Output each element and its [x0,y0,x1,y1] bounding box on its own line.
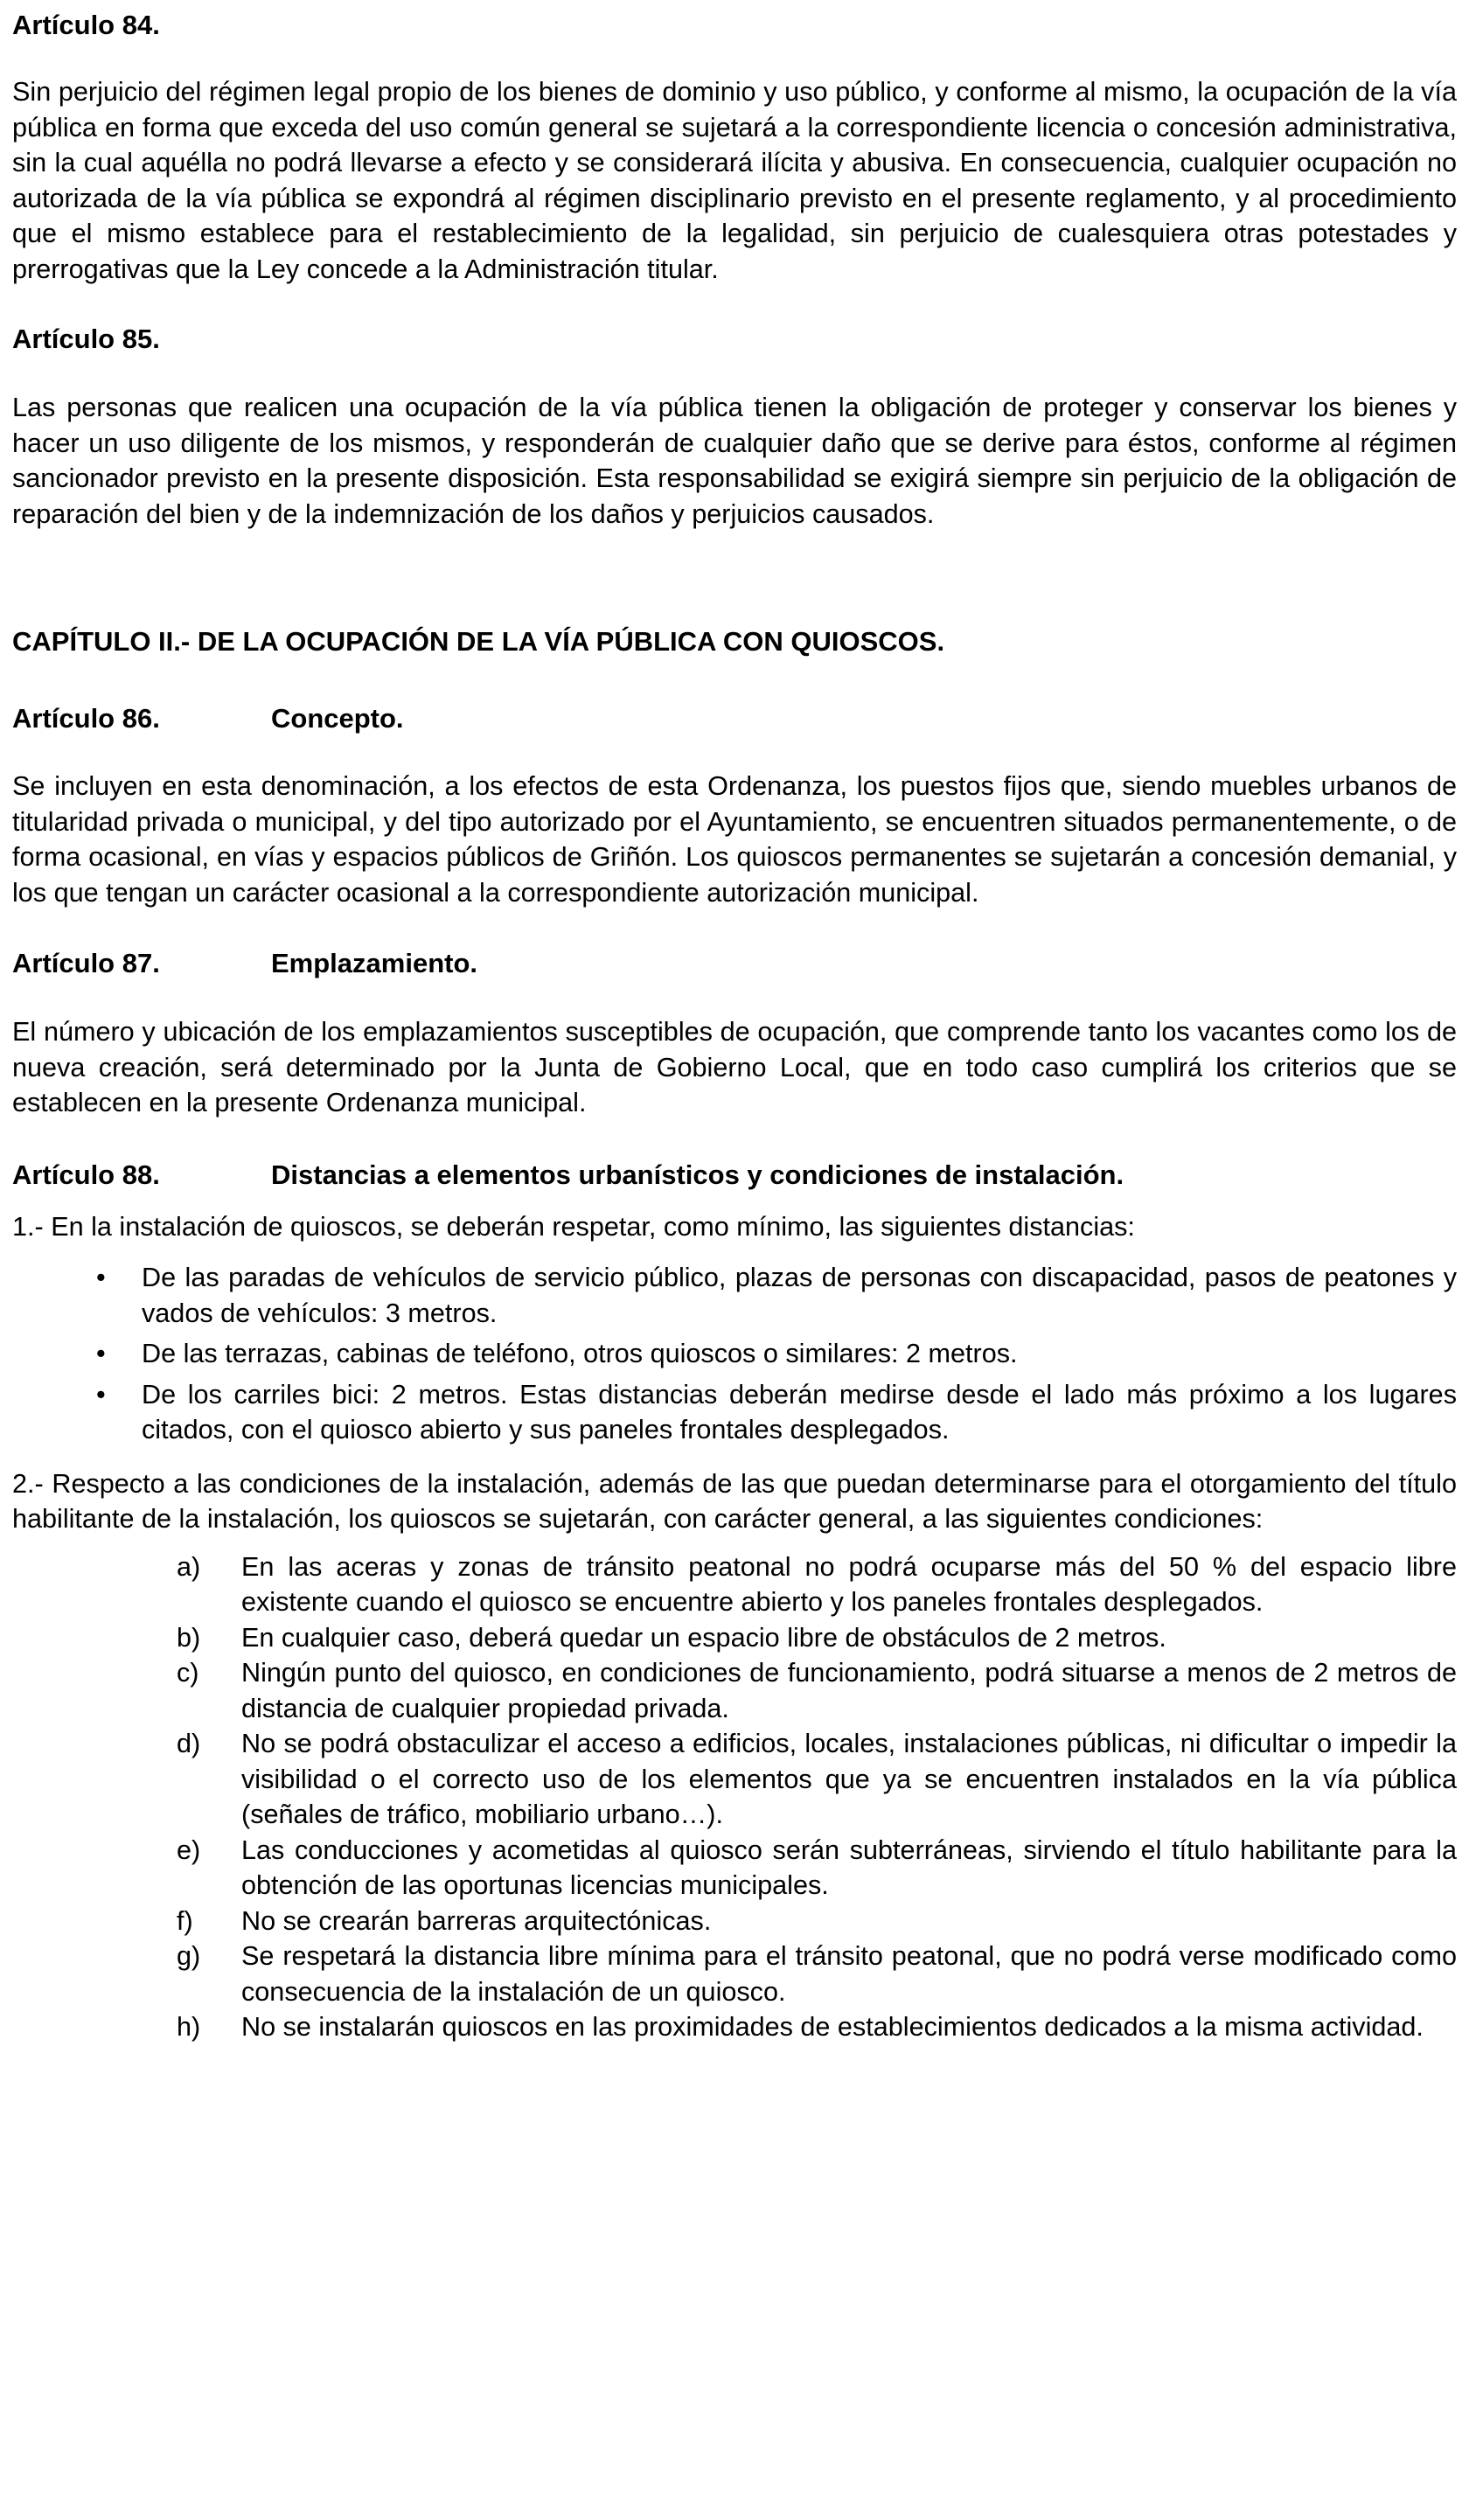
list-item-text: En cualquier caso, deberá quedar un espacio libre de obstáculos de 2 metros. [241,1622,1166,1653]
list-item-text: Las conducciones y acometidas al quiosco serán subterráneas, sirviendo el título habilitante para la obtención de las oportunas licencias municipales. [241,1834,1457,1900]
article-88-title: Distancias a elementos urbanísticos y condiciones de instalación. [271,1159,1124,1190]
list-item [12,1260,1457,1331]
list-item-letter: c) [177,1658,199,1688]
list-item-text: En las aceras y zonas de tránsito peatonal no podrá ocuparse más del 50 % del espacio libre existente cuando el quiosco se encuentre abierto y los paneles frontales desplegados. [241,1551,1457,1617]
list-item [12,1549,1457,1620]
article-88-intro-1: 1.- En la instalación de quioscos, se deberán respetar, como mínimo, las siguientes distancias: [12,1211,1135,1242]
list-item-text: Ningún punto del quiosco, en condiciones de funcionamiento, podrá situarse a menos de 2 metros de distancia de cualquier propiedad privada. [241,1658,1457,1723]
list-item-text: De las terrazas, cabinas de teléfono, otros quioscos o similares: 2 metros. [142,1339,1018,1368]
list-item [12,1620,1457,1656]
bullet-icon: • [96,1263,106,1292]
list-item [12,1904,1457,1939]
conditions-list [12,1549,1457,2045]
article-87-heading [12,947,1457,980]
article-86-heading [12,702,1457,735]
article-87-number: Artículo 87. [12,948,160,978]
list-item-text: Se respetará la distancia libre mínima para el tránsito peatonal, que no podrá verse modificado como consecuencia de la instalación de un quiosco. [241,1941,1457,2007]
list-item-letter: g) [177,1941,201,1971]
list-item-text: De las paradas de vehículos de servicio público, plazas de personas con discapacidad, pasos de peatones y vados de vehículos: 3 metros. [142,1263,1457,1328]
article-85-heading: Artículo 85. [12,324,160,354]
list-item-letter: d) [177,1729,201,1758]
article-86-title: Concepto. [271,703,404,734]
list-item-text: No se instalarán quioscos en las proximidades de establecimientos dedicados a la misma actividad. [241,2012,1424,2042]
article-88-intro-2: 2.- Respecto a las condiciones de la instalación, además de las que puedan determinarse para el otorgamiento del título habilitante de la instalación, los quioscos se sujetarán, con carácter general, a las siguientes condiciones: [12,1468,1457,1534]
list-item [12,1377,1457,1448]
list-item-letter: b) [177,1622,201,1653]
list-item-text: No se podrá obstaculizar el acceso a edificios, locales, instalaciones públicas, ni dificultar o impedir la visibilidad o el correcto uso de los elementos que ya se encuentren instalados en la vía pública (señales de tráfico, mobiliario urbano…). [241,1729,1457,1829]
article-84-body: Sin perjuicio del régimen legal propio de los bienes de dominio y uso público, y conforme al mismo, la ocupación de la vía pública en forma que exceda del uso común general se sujetará a la correspondiente licencia o concesión administrativa, sin la cual aquélla no podrá llevarse a efecto y se considerará ilícita y abusiva. En consecuencia, cualquier ocupación no autorizada de la vía pública se expondrá al régimen disciplinario previsto en el presente reglamento, y al procedimiento que el mismo establece para el restablecimiento de la legalidad, sin perjuicio de cualesquiera otras potestades y prerrogativas que la Ley concede a la Administración titular. [12,77,1457,284]
list-item-letter: f) [177,1905,193,1936]
article-88-number: Artículo 88. [12,1159,160,1190]
bullet-icon: • [96,1379,106,1410]
list-item [12,1833,1457,1904]
article-86-body: Se incluyen en esta denominación, a los efectos de esta Ordenanza, los puestos fijos que, siendo muebles urbanos de titularidad privada o municipal, y del tipo autorizado por el Ayuntamiento, se encuentren situados permanentemente, o de forma ocasional, en vías y espacios públicos de Griñón. Los quioscos permanentes se sujetarán a concesión demanial, y los que tengan un carácter ocasional a la correspondiente autorización municipal. [12,771,1457,908]
list-item-text: De los carriles bici: 2 metros. Estas distancias deberán medirse desde el lado más próximo a los lugares citados, con el quiosco abierto y sus paneles frontales desplegados. [142,1379,1457,1444]
document-page [0,9,1469,2045]
article-87-body: El número y ubicación de los emplazamientos susceptibles de ocupación, que comprende tanto los vacantes como los de nueva creación, será determinado por la Junta de Gobierno Local, que en todo caso cumplirá los criterios que se establecen en la presente Ordenanza municipal. [12,1017,1457,1117]
list-item [12,1655,1457,1726]
list-item-letter: a) [177,1551,201,1582]
list-item [12,2009,1457,2045]
bullet-icon: • [96,1339,106,1368]
list-item-letter: e) [177,1834,201,1865]
article-88-heading [12,1159,1457,1192]
chapter-title: CAPÍTULO II.- DE LA OCUPACIÓN DE LA VÍA PÚBLICA CON QUIOSCOS. [12,626,945,657]
list-item [12,1939,1457,2009]
article-87-title: Emplazamiento. [271,948,477,978]
list-item-letter: h) [177,2012,201,2042]
distance-list [12,1260,1457,1448]
list-item [12,1336,1457,1372]
list-item [12,1726,1457,1833]
list-item-text: No se crearán barreras arquitectónicas. [241,1905,712,1936]
article-86-number: Artículo 86. [12,703,160,734]
article-84-heading: Artículo 84. [12,10,160,40]
article-85-body: Las personas que realicen una ocupación de la vía pública tienen la obligación de proteger y conservar los bienes y hacer un uso diligente de los mismos, y responderán de cualquier daño que se derive para éstos, conforme al régimen sancionador previsto en la presente disposición. Esta responsabilidad se exigirá siempre sin perjuicio de la obligación de reparación del bien y de la indemnización de los daños y perjuicios causados. [12,393,1457,529]
